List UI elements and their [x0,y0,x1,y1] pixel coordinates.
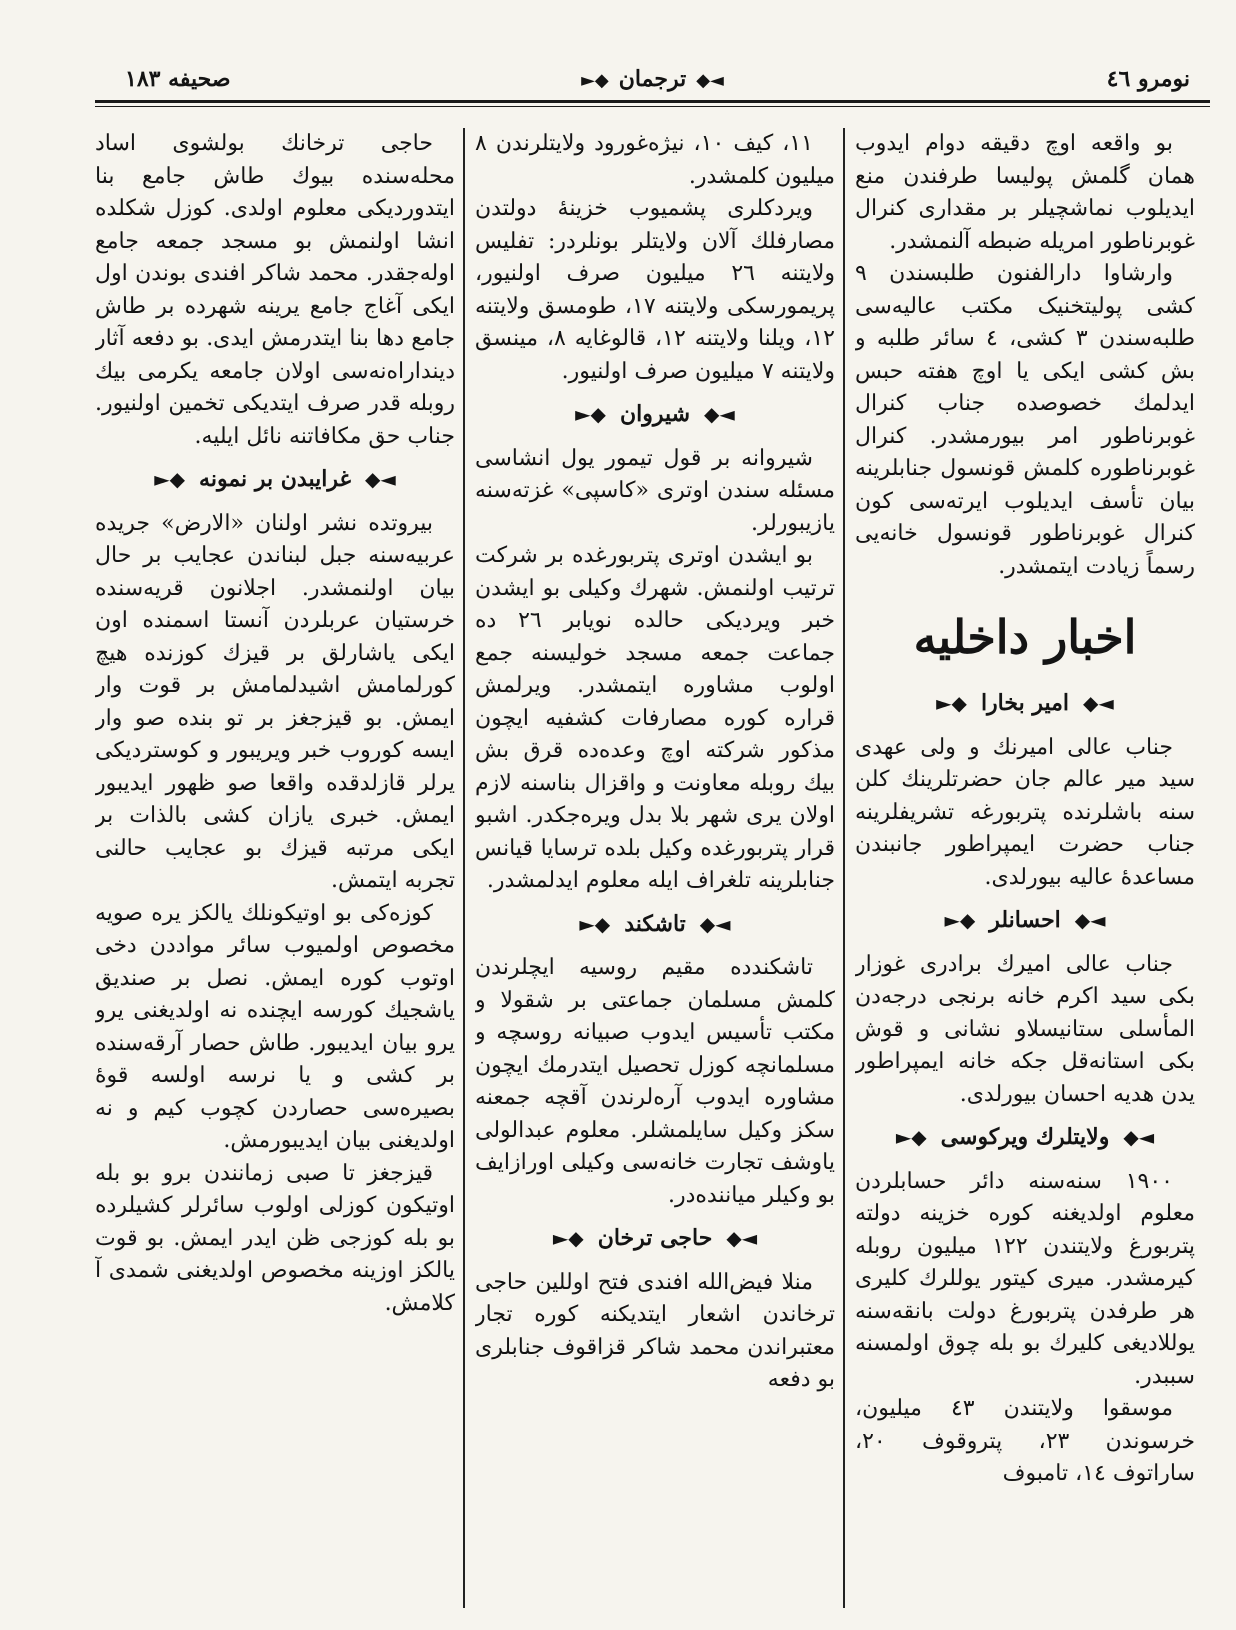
ornament-icon: ◆► [944,908,976,932]
column-middle [475,128,835,1608]
ornament-icon: ◆► [154,467,186,491]
paragraph: ۱۹۰۰ سنه‌سنه دائر حسابلردن معلوم اولدیغنه کوره خزینه دولته پتربورغ ولایتندن ۱۲۲ میلیون روبله کیرمشدر. میری کیتور یوللرك کلیری هر طرفدن پتربورغ دولت بانقه‌سنه یوللادیغی کلیرك بو بله چوق اولمسنه سببدر. [855,1168,1195,1389]
column-right [855,128,1195,1608]
ornament-icon: ◄◆ [1123,1125,1155,1149]
section-heading: ◄◆تاشکند◆► [475,908,835,941]
header-rule [95,100,1210,103]
paragraph: حاجی ترخانك بولشوی اساد محله‌سنده بیوك طاش جامع بنا ایتدوردیکی معلوم اولدی. کوزل شکلده انشا اولنمش بو مسجد جمعه جامع اوله‌جقدر. محمد شاکر افندی بوندن اول ایکی آغاج جامع یرینه شهرده بر طاش جامع دها بنا ایتدرمش ایدی. بو دفعه آثار دینداراه‌نه‌سی اولان جامعه یکرمی بیك روبله قدر صرف ایتدیکی تخمین اولنیور. جناب حق مکافاتنه نائل ایلیه. [95,131,455,449]
paragraph: موسقوا ولایتندن ٤۳ میلیون، خرسوندن ۲۳، پتروقوف ۲۰، ساراتوف ١٤، تامبوف [855,1396,1195,1486]
ornament-icon: ◄◆ [726,1226,758,1250]
paragraph: تاشکندده مقیم روسیه ایچلرندن کلمش مسلمان جماعتی بر شقولا و مکتب تأسیس ایدوب صبیانه روسچه و مسلمانچه کوزل تحصیل ایتدرمك ایچون مشاوره ایدوب آره‌لرندن آقچه جمعنه سکز وکیل سایلمشلر. معلوم عبدالولی یاوشف تجارت خانه‌سی وکیلی اورازایف بو وکیلر میاننده‌در. [475,955,835,1208]
issue-number: نومرو ٤٦ [1106,66,1190,92]
ornament-icon: ◄◆ [696,70,724,91]
ornament-icon: ◄◆ [704,402,735,426]
ornament-icon: ◄◆ [364,467,396,491]
ornament-icon: ◄◆ [699,911,731,936]
section-heading: ◄◆احسانلر◆► [855,904,1195,937]
ornament-icon: ◆► [579,911,611,936]
section-heading: ◄◆غرایبدن بر نمونه◆► [95,463,455,496]
section-heading: ◄◆ولایتلرك ویرکوسی◆► [855,1121,1195,1154]
section-banner-heading: اخبار داخلیه [913,610,1137,664]
page-number: صحیفه ۱۸۳ [125,66,231,92]
paragraph: بو ایشدن اوتری پتربورغده بر شرکت ترتیب اولنمش. شهرك وکیلی بو ایشدن خبر ویردیکی حالده نویابر ۲٦ ده جماعت جمعه مسجد خولیسنه جمع اولوب مشاوره ایتمشدر. ویرلمش قراره کوره مصارفات کشفیه ایچون مذکور شرکته اوچ وعده‌ده قرق بش بیك روبله معاونت و واقزال بناسنه لازم اولان یری شهر بلا بدل ویره‌جکدر. اشبو قرار پتربورغده وکیل بلده ترسایا قیانس جنابلرینه تلغراف ایله معلوم ایدلمشدر. [475,543,835,893]
paragraph: وارشاوا دارالفنون طلبسندن ۹ کشی پولیتخنیک مکتب عالیه‌سی طلبه‌سندن ۳ کشی، ٤ سائر طلبه و بش کشی ایکی یا اوچ هفته حبس ایدلمك خصوصده جناب کنرال غوبرناطور امر بیورمشدر. کنرال غوبرناطوره کلمش قونسول جنابلرینه بیان تأسف ایدیلوب ایرته‌سی کون کنرال غوبرناطور قونسول خانه‌یی رسماً زیادت ایتمشدر. [855,261,1195,579]
paragraph: بو واقعه اوچ دقیقه دوام ایدوب همان گلمش پولیسا طرفندن منع ایدیلوب نماشچیلر بر مقداری کنرال غوبرناطور امریله ضبطه آلنمشدر. [855,131,1195,254]
section-heading: ◄◆حاجی ترخان◆► [475,1222,835,1255]
masthead [95,66,1210,92]
header-rule-thin [95,106,1210,107]
paragraph: جناب عالی امیرك برادری غوزار بکی سید اکرم خانه برنجی درجه‌دن المأسلی ستانیسلاو نشانی و قوش بکی استانه‌قل جکه خانه ایمپراطور یدن هدیه احسان بیورلدی. [855,951,1195,1107]
paragraph: کوزه‌کی بو اوتیکونلك یالکز یره صویه مخصوص اولمیوب سائر مواددن دخی اوتوب کوره ایمش. نصل بر صندیق یاشجیك کورسه ایچنده نه اولدیغنی یرو یرو بیان ایدیبور. طاش حصار آرقه‌سنده بر کشی و یا نرسه اولسه قوهٔ بصیره‌سی حصاردن کچوب کیم و نه اولدیغنی بیان ایدیبورمش. [95,900,455,1153]
paragraph: منلا فیض‌الله افندی فتح اوللین حاجی ترخاندن اشعار ایتدیکنه کوره تجار معتبراندن محمد شاکر قزاقوف جنابلری بو دفعه [475,1269,835,1392]
paragraph: شیروانه بر قول تیمور یول انشاسی مسئله سندن اوتری «کاسپی» غزته‌سنه یازیبورلر. [475,445,835,536]
section-heading: ◄◆شیروان◆► [475,398,835,431]
column-divider [843,128,845,1608]
paragraph: ۱۱، کیف ۱۰، نیژه‌غورود ولایتلرندن ۸ میلیون کلمشدر. [475,131,835,189]
column-left [95,128,455,1608]
ornament-icon: ◄◆ [1074,908,1106,932]
ornament-icon: ◆► [895,1125,927,1149]
page-header [95,60,1210,100]
column-divider [463,128,465,1608]
ornament-icon: ◆► [575,402,606,426]
ornament-icon: ◆► [552,1226,584,1250]
paragraph: بیروتده نشر اولنان «الارض» جریده عربیه‌سنه جبل لبناندن عجایب بر حال بیان اولنمشدر. اجلانون قریه‌سنده خرستیان عربلردن آنستا اسمنده اون ایکی یاشارلق بر قیزك کوزنده هیچ کورلمامش اشیدلمامش بر قوت وار ایمش. بو قیزجغز بر تو بنده صو وار ایسه کوروب خبر ویریبور و کوستردیکی یرلر قازلدقده واقعا صو ظهور ایدیبور ایمش. خبری یازان کشی بالذات بر ایکی مرتبه قیزك بو عجایب حالنی تجربه ایتمش. [95,510,455,893]
paragraph: قیزجغز تا صبی زمانندن برو بو بله اوتیکون کوزلی اولوب سائرلر کشیلرده بو بله کوزجی ظن ایدر ایمش. بو قوت یالکز اوزینه مخصوص اولدیغنی شمدی آ کلامش. [95,1160,455,1316]
paragraph: ویردکلری پشمیوب خزینهٔ دولتدن مصارفلك آلان ولایتلر بونلردر: تفلیس ولایتنه ۲٦ میلیون صرف اولنیور، پریمورسکی ولایتنه ۱۷، طومسق ولایتنه ۱۲، ویلنا ولایتنه ۱۲، قالوغایه ۸، مینسق ولایتنه ۷ میلیون صرف اولنیور. [475,196,835,384]
paragraph: جناب عالی امیرنك و ولی عهدی سید میر عالم جان حضرتلرینك کلن سنه باشلرنده پتربورغه تشریفلرینه جناب حضرت ایمپراطور جانبندن مساعدهٔ عالیه بیورلدی. [855,734,1195,890]
ornament-icon: ◆► [936,691,967,715]
newspaper-title: ترجمان [618,66,687,92]
section-heading: ◄◆امیر بخارا◆► [855,687,1195,720]
ornament-icon: ◆► [581,70,609,91]
ornament-icon: ◄◆ [1083,691,1114,715]
